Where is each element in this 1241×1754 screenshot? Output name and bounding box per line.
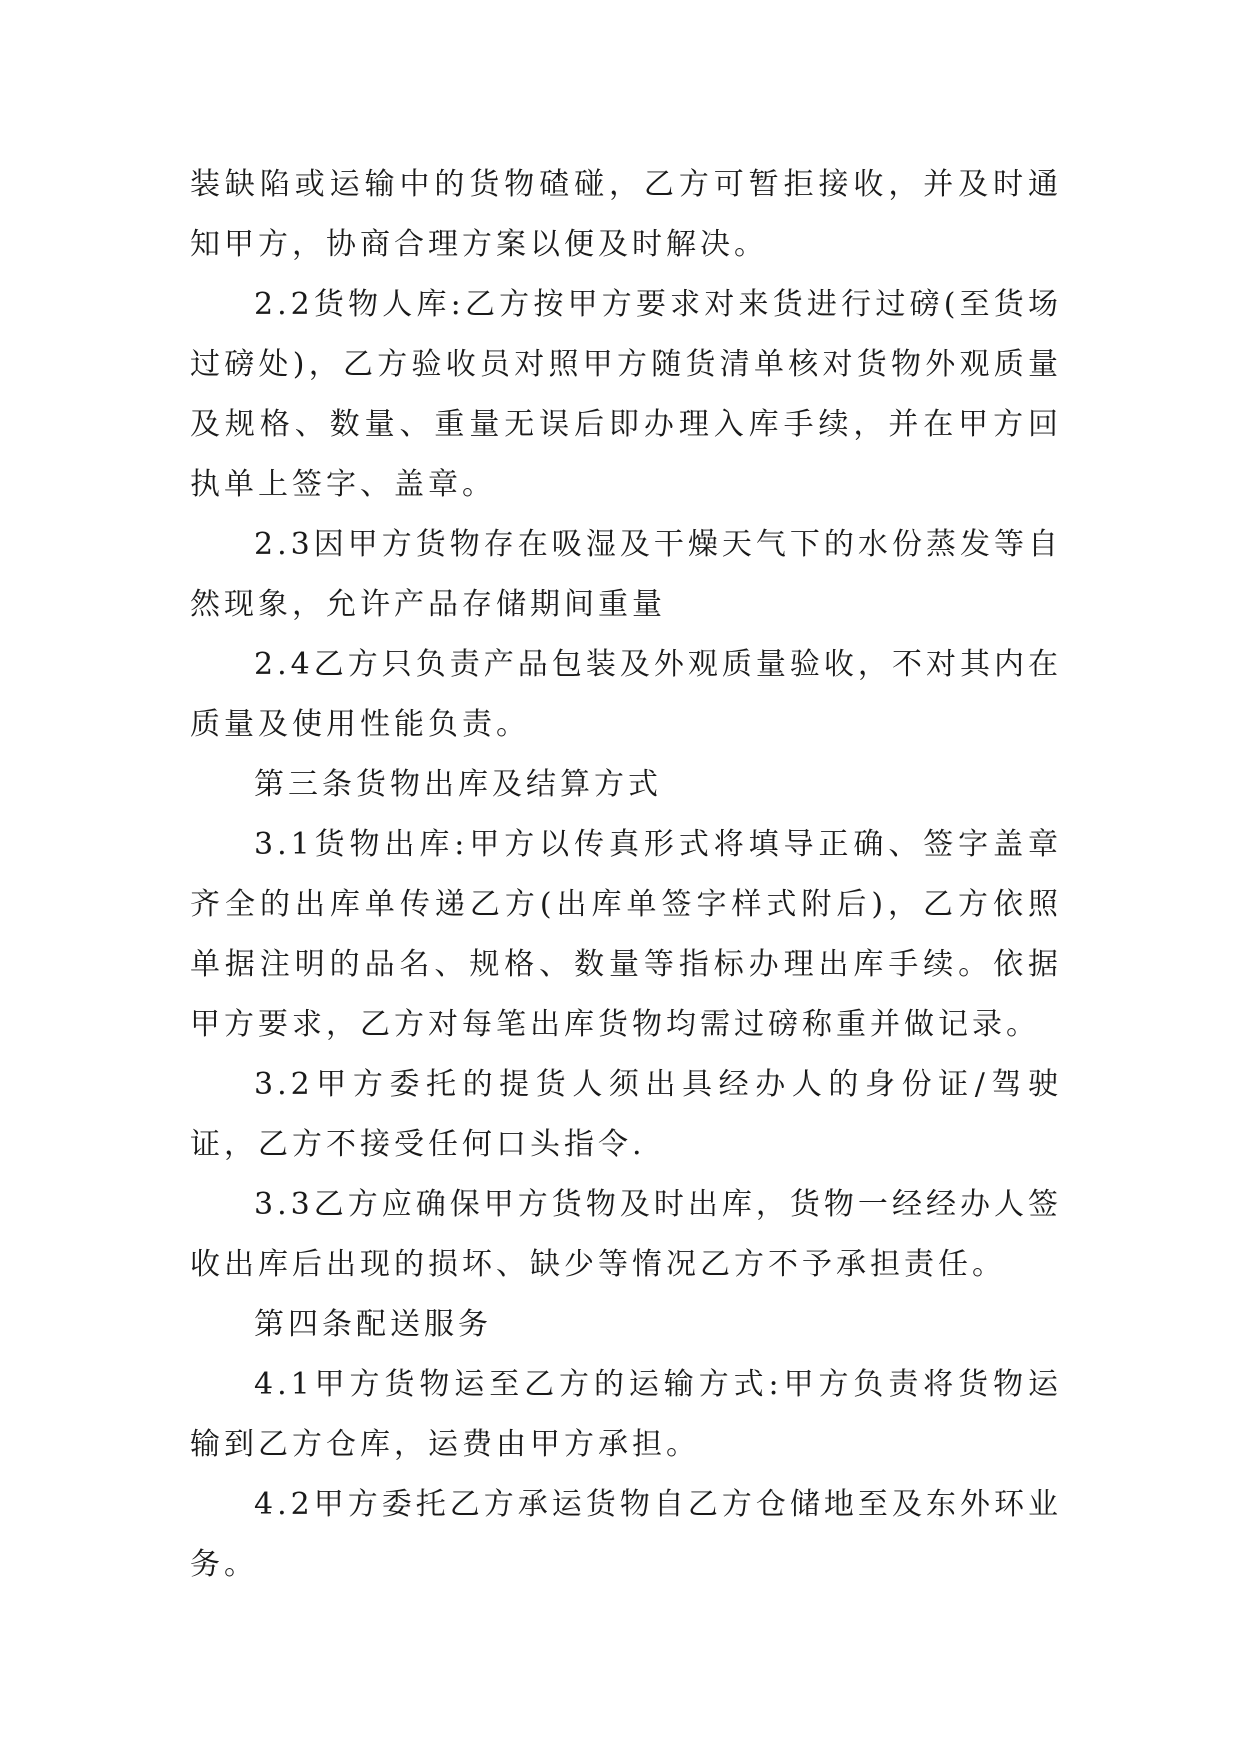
paragraph-2-4-inspection-scope: 2.4乙方只负责产品包装及外观质量验收，不对其内在质量及使用性能负责。 (190, 647, 1062, 742)
paragraph-2-2-goods-inbound: 2.2货物人库:乙方按甲方要求对来货进行过磅(至货场过磅处)，乙方验收员对照甲方随货清单核对货物外观质量及规格、数量、重量无误后即办理入库手续，并在甲方回执单上签字、盖章。 (190, 287, 1062, 502)
paragraph-2-3-weight-variance: 2.3因甲方货物存在吸湿及干燥天气下的水份蒸发等自然现象，允许产品存储期间重量 (190, 527, 1062, 622)
document-body (190, 155, 1062, 1595)
heading-article-4: 第四条配送服务 (254, 1307, 492, 1342)
paragraph-continuation: 装缺陷或运输中的货物碴碰，乙方可暂拒接收，并及时通知甲方，协商合理方案以便及时解决。 (190, 167, 1062, 262)
paragraph-4-2-delivery-business: 4.2甲方委托乙方承运货物自乙方仓储地至及东外环业务。 (190, 1487, 1062, 1582)
heading-article-3: 第三条货物出库及结算方式 (254, 767, 662, 802)
paragraph-3-2-pickup-person: 3.2甲方委托的提货人须出具经办人的身份证/驾驶证，乙方不接受任何口头指令. (190, 1067, 1062, 1162)
paragraph-3-3-timely-outbound: 3.3乙方应确保甲方货物及时出库，货物一经经办人签收出库后出现的损坏、缺少等惰况乙方不予承担责任。 (190, 1187, 1062, 1282)
paragraph-4-1-transport-mode: 4.1甲方货物运至乙方的运输方式:甲方负责将货物运输到乙方仓库，运费由甲方承担。 (190, 1367, 1062, 1462)
paragraph-3-1-goods-outbound: 3.1货物出库:甲方以传真形式将填导正确、签字盖章齐全的出库单传递乙方(出库单签字样式附后)，乙方依照单据注明的品名、规格、数量等指标办理出库手续。依据甲方要求，乙方对每笔出库货物均需过磅称重并做记录。 (190, 827, 1062, 1042)
